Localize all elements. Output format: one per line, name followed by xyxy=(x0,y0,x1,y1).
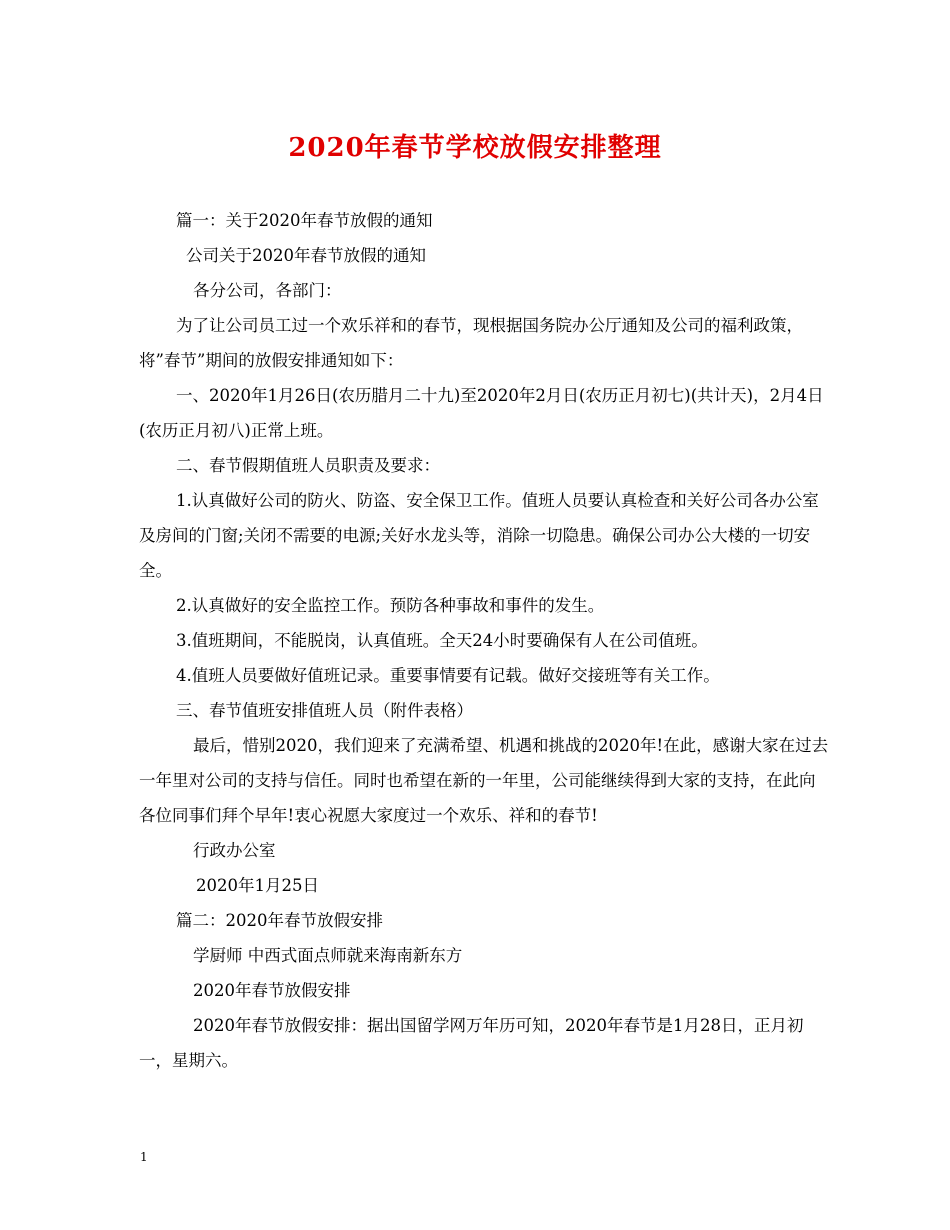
duty-item-3: 3.值班期间，不能脱岗，认真值班。全天24小时要确保有人在公司值班。 xyxy=(176,631,708,650)
duty-item-1: 1.认真做好公司的防火、防盗、安全保卫工作。值班人员要认真检查和关好公司各办公室及房间的门窗;关闭不需要的电源;关好水龙头等，消除一切隐患。确保公司办公大楼的一切安全。 xyxy=(139,491,819,580)
notice-title: 公司关于2020年春节放假的通知 xyxy=(186,246,426,265)
duty-requirements-heading: 二、春节假期值班人员职责及要求： xyxy=(176,456,440,475)
notice-salutation: 各分公司，各部门： xyxy=(193,281,342,300)
page-number: 1 xyxy=(140,1150,148,1164)
duty-schedule-heading: 三、春节值班安排值班人员（附件表格） xyxy=(176,701,473,720)
closing-paragraph: 最后，惜别2020，我们迎来了充满希望、机遇和挑战的2020年!在此，感谢大家在过去一年里对公司的支持与信任。同时也希望在新的一年里，公司能继续得到大家的支持，在此向各位同事们拜个早年!衷心祝愿大家度过一个欢乐、祥和的春节! xyxy=(139,736,829,825)
signature-date: 2020年1月25日 xyxy=(196,876,319,895)
signature-department: 行政办公室 xyxy=(193,841,276,860)
section-heading-part1: 篇一：关于2020年春节放假的通知 xyxy=(176,211,433,230)
duty-item-4: 4.值班人员要做好值班记录。重要事情要有记载。做好交接班等有关工作。 xyxy=(176,666,720,685)
section-heading-part2: 篇二：2020年春节放假安排 xyxy=(176,911,383,930)
duty-item-2: 2.认真做好的安全监控工作。预防各种事故和事件的发生。 xyxy=(176,596,605,615)
advert-line: 学厨师 中西式面点师就来海南新东方 xyxy=(193,946,463,965)
holiday-dates-paragraph: 一、2020年1月26日(农历腊月二十九)至2020年2月日(农历正月初七)(共计天)，2月4日(农历正月初八)正常上班。 xyxy=(139,386,824,440)
part2-subtitle: 2020年春节放假安排 xyxy=(193,981,351,1000)
notice-intro-paragraph: 为了让公司员工过一个欢乐祥和的春节，现根据国务院办公厅通知及公司的福利政策，将”春节”期间的放假安排通知如下： xyxy=(139,316,803,370)
document-body xyxy=(139,203,829,1078)
document-title: 2020年春节学校放假安排整理 xyxy=(288,133,662,163)
part2-paragraph: 2020年春节放假安排：据出国留学网万年历可知，2020年春节是1月28日，正月初一，星期六。 xyxy=(139,1016,804,1070)
